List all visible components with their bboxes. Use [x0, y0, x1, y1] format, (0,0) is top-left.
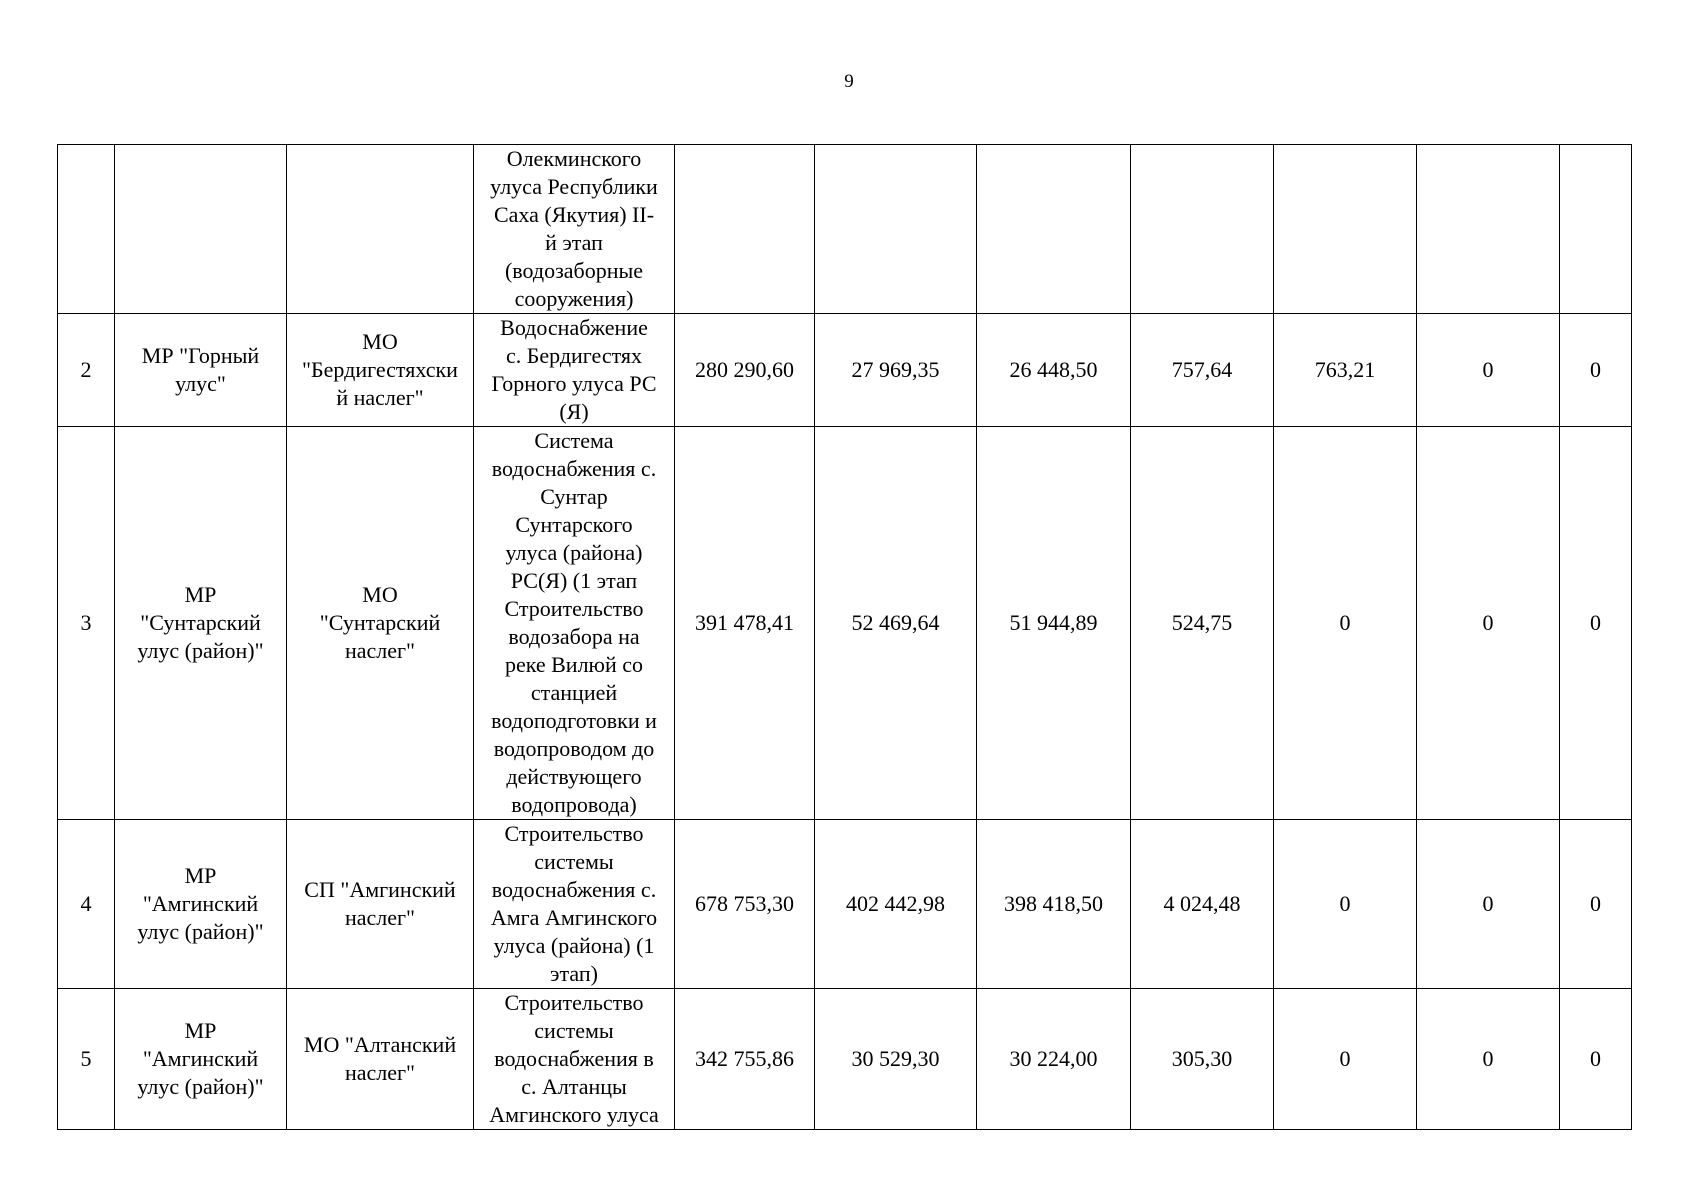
cell-amount-other: 0	[1417, 427, 1560, 820]
cell-project: Водоснабжение с. Бердигестях Горного улуса РС (Я)	[474, 314, 675, 427]
cell-amount-extra: 0	[1560, 427, 1632, 820]
cell-amount-extra: 0	[1560, 989, 1632, 1130]
cell-district: МР "Амгинский улус (район)"	[115, 989, 287, 1130]
table-row	[58, 314, 1632, 427]
cell-amount-local: 0	[1274, 427, 1417, 820]
table-row	[58, 820, 1632, 989]
cell-amount-extra: 0	[1560, 820, 1632, 989]
cell-amount-regional: 305,30	[1131, 989, 1274, 1130]
cell-amount-regional: 757,64	[1131, 314, 1274, 427]
cell-amount-local: 763,21	[1274, 314, 1417, 427]
cell-amount-total	[815, 145, 977, 314]
cell-total-cost: 342 755,86	[675, 989, 815, 1130]
cell-amount-other	[1417, 145, 1560, 314]
cell-amount-regional	[1131, 145, 1274, 314]
table-row	[58, 427, 1632, 820]
cell-amount-total: 27 969,35	[815, 314, 977, 427]
cell-amount-local: 0	[1274, 820, 1417, 989]
cell-project: Строительство системы водоснабжения в с. Алтанцы Амгинского улуса	[474, 989, 675, 1130]
cell-settlement: МО "Бердигестяхски й наслег"	[287, 314, 474, 427]
cell-district: МР "Амгинский улус (район)"	[115, 820, 287, 989]
cell-number: 3	[58, 427, 115, 820]
cell-settlement	[287, 145, 474, 314]
cell-amount-local	[1274, 145, 1417, 314]
cell-number: 5	[58, 989, 115, 1130]
cell-total-cost	[675, 145, 815, 314]
cell-amount-local: 0	[1274, 989, 1417, 1130]
cell-amount-federal: 51 944,89	[977, 427, 1131, 820]
cell-amount-federal: 30 224,00	[977, 989, 1131, 1130]
cell-total-cost: 678 753,30	[675, 820, 815, 989]
cell-settlement: СП "Амгинский наслег"	[287, 820, 474, 989]
cell-total-cost: 280 290,60	[675, 314, 815, 427]
cell-number: 4	[58, 820, 115, 989]
cell-project: Строительство системы водоснабжения с. Амга Амгинского улуса (района) (1 этап)	[474, 820, 675, 989]
cell-number	[58, 145, 115, 314]
cell-settlement: МО "Сунтарский наслег"	[287, 427, 474, 820]
cell-amount-extra: 0	[1560, 314, 1632, 427]
cell-amount-regional: 4 024,48	[1131, 820, 1274, 989]
cell-amount-other: 0	[1417, 989, 1560, 1130]
cell-amount-regional: 524,75	[1131, 427, 1274, 820]
table-row	[58, 145, 1632, 314]
cell-settlement: МО "Алтанский наслег"	[287, 989, 474, 1130]
cell-amount-other: 0	[1417, 820, 1560, 989]
page-number: 9	[844, 71, 854, 92]
cell-amount-total: 52 469,64	[815, 427, 977, 820]
cell-amount-extra	[1560, 145, 1632, 314]
cell-district: МР "Горный улус"	[115, 314, 287, 427]
cell-amount-total: 30 529,30	[815, 989, 977, 1130]
cell-district: МР "Сунтарский улус (район)"	[115, 427, 287, 820]
cell-project: Олекминского улуса Республики Саха (Якутия) II- й этап (водозаборные сооружения)	[474, 145, 675, 314]
cell-amount-other: 0	[1417, 314, 1560, 427]
cell-amount-federal: 398 418,50	[977, 820, 1131, 989]
funding-table	[57, 144, 1632, 1130]
cell-number: 2	[58, 314, 115, 427]
cell-district	[115, 145, 287, 314]
cell-amount-federal	[977, 145, 1131, 314]
cell-project: Система водоснабжения с. Сунтар Сунтарского улуса (района) РС(Я) (1 этап Строительство водозабора на реке Вилюй со станцией водоподготовки и водопроводом до действующего водопровода)	[474, 427, 675, 820]
table-row	[58, 989, 1632, 1130]
cell-amount-federal: 26 448,50	[977, 314, 1131, 427]
cell-amount-total: 402 442,98	[815, 820, 977, 989]
cell-total-cost: 391 478,41	[675, 427, 815, 820]
